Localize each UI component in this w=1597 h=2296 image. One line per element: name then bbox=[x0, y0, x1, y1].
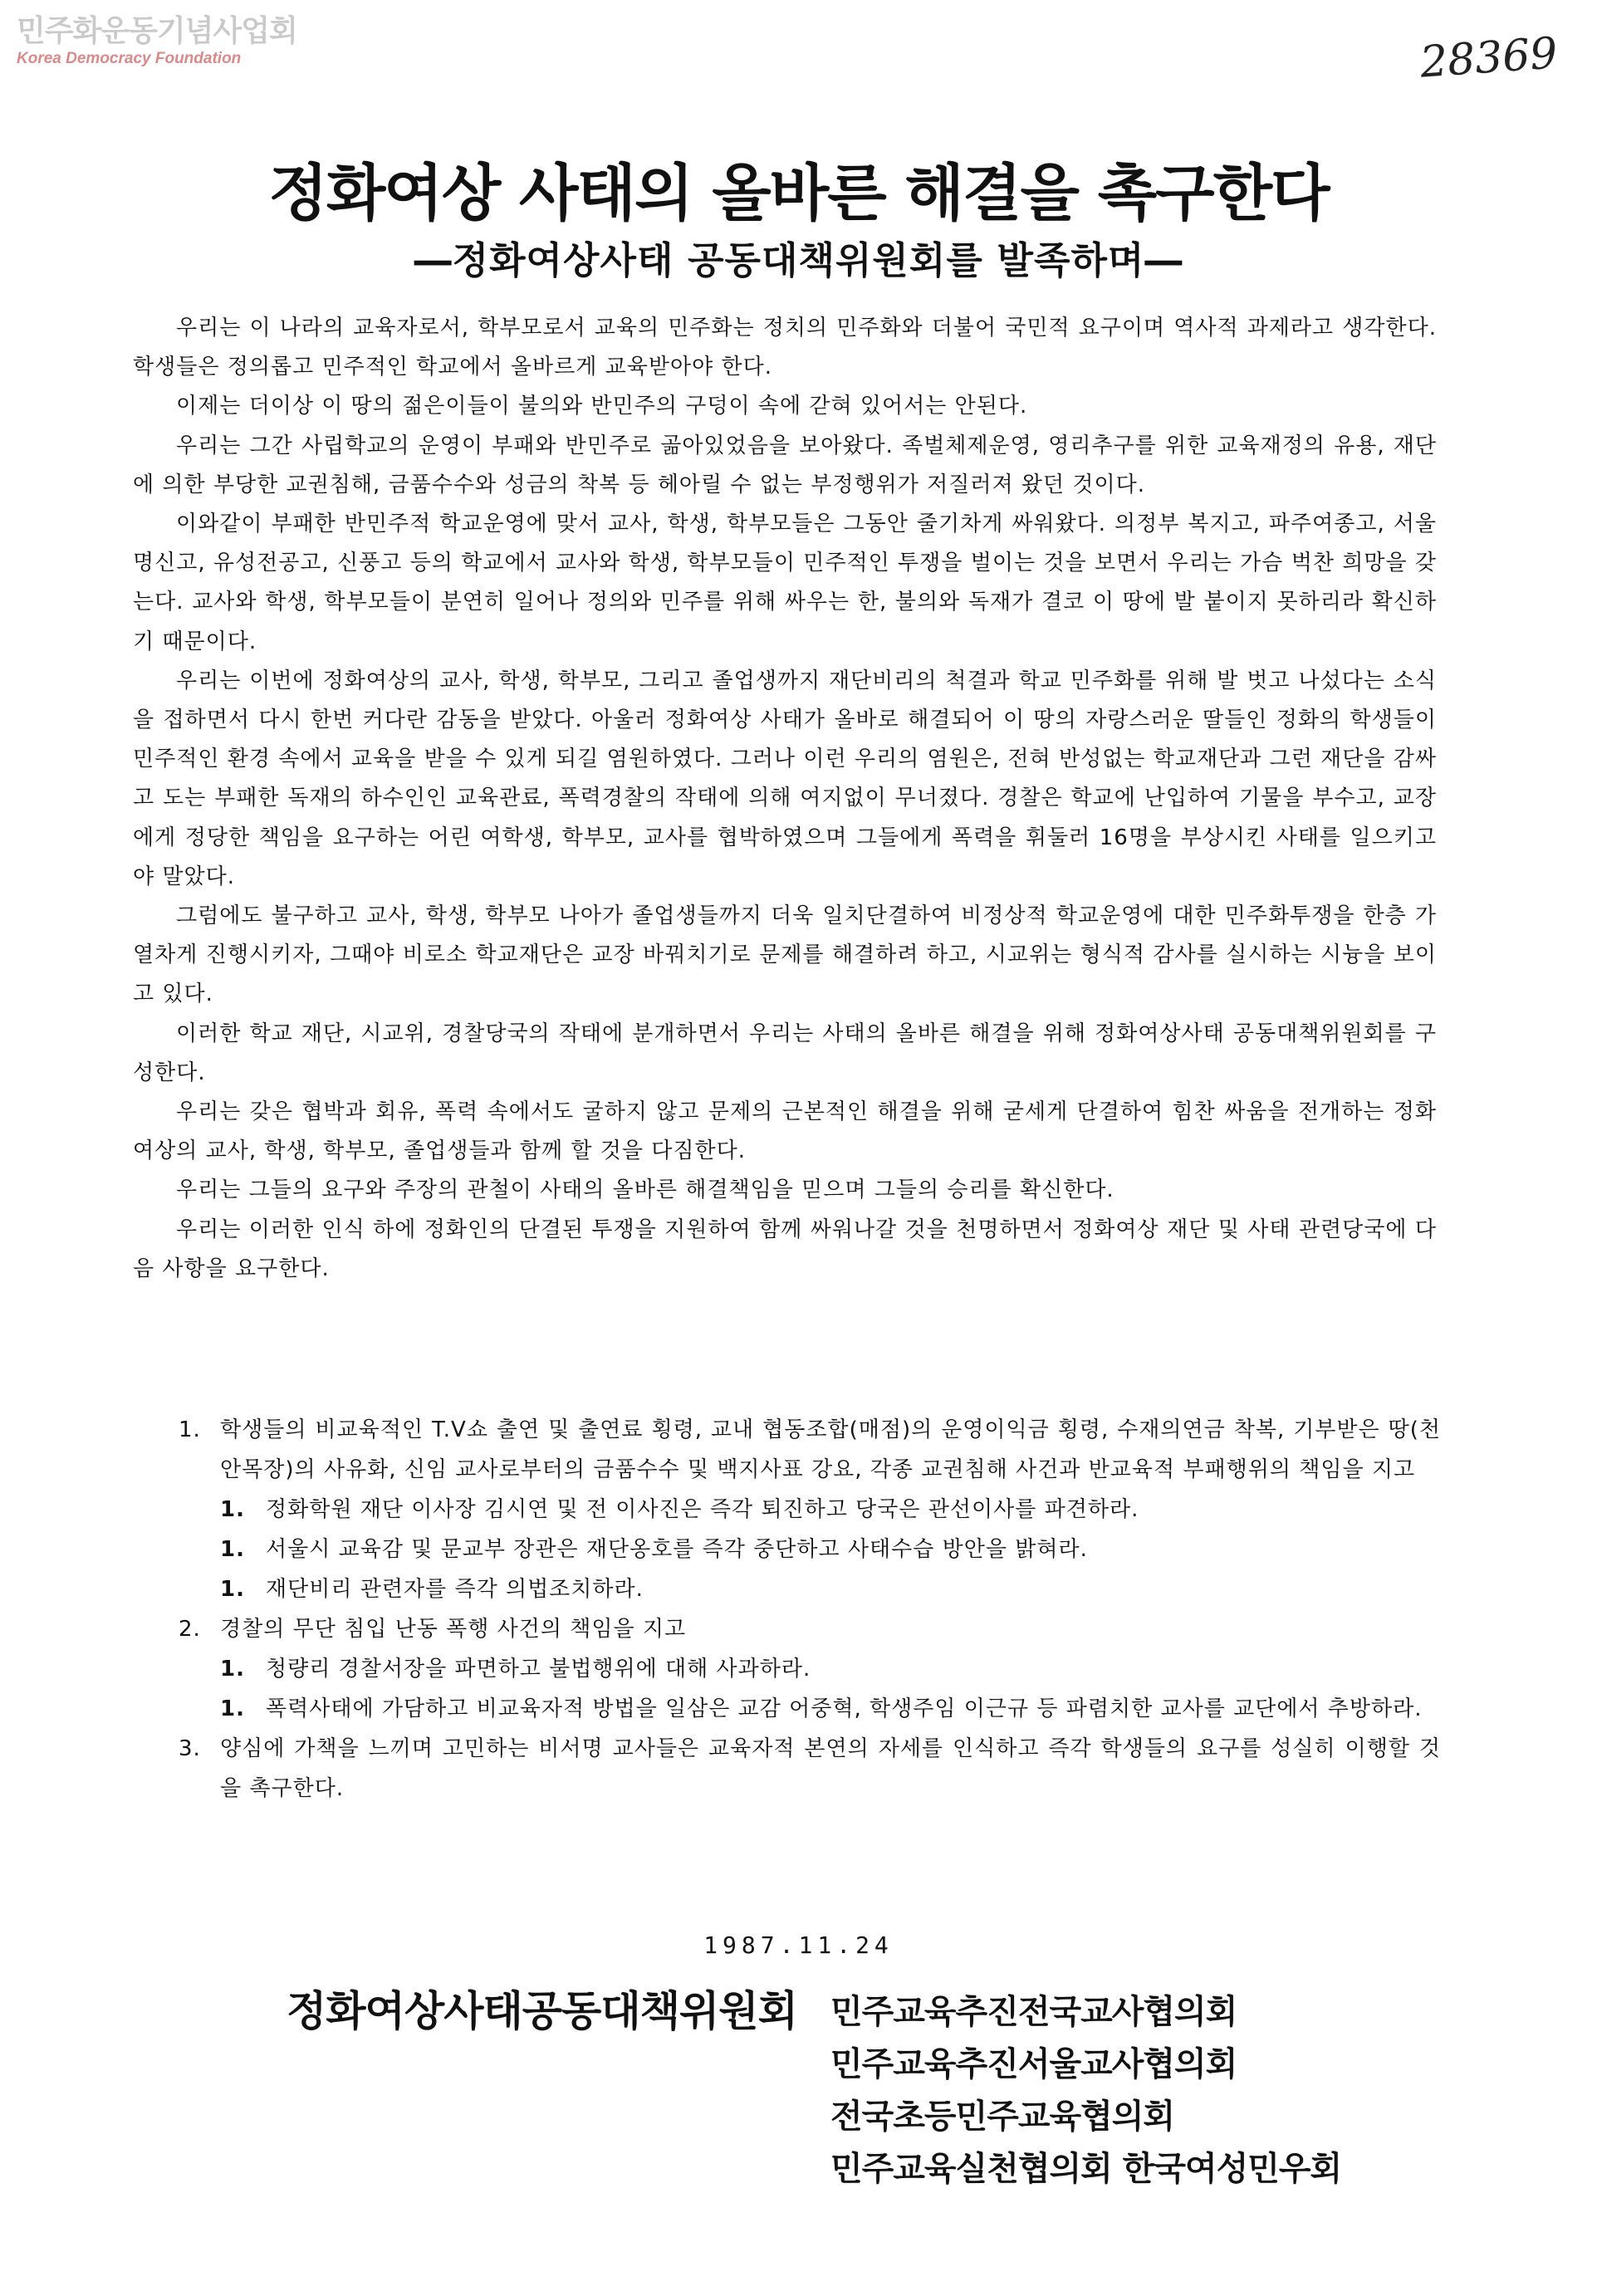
sub-demand-number: 1. bbox=[220, 1696, 245, 1721]
organization-name: 민주교육추진전국교사협의회 bbox=[830, 1993, 1237, 2031]
demands-list bbox=[179, 1410, 1441, 1809]
sub-demand-item bbox=[220, 1490, 1441, 1530]
sub-demand-item bbox=[220, 1530, 1441, 1569]
paragraph: 우리는 그간 사립학교의 운영이 부패와 반민주로 곪아있었음을 보아왔다. 족벌체제운영, 영리추구를 위한 교육재정의 유용, 재단에 의한 부당한 교권침해, 금품수수와 성금의 착복 등 헤아릴 수 없는 부정행위가 저질러져 왔던 것이다. bbox=[133, 433, 1437, 497]
organization-name: 민주교육실천협의회 한국여성민우회 bbox=[830, 2150, 1342, 2188]
sub-demand-number: 1. bbox=[220, 1537, 245, 1562]
handwritten-document-number: 28369 bbox=[1418, 28, 1559, 88]
foundation-watermark bbox=[17, 15, 297, 68]
sub-demand-item bbox=[220, 1569, 1441, 1609]
demand-number: 1. bbox=[179, 1417, 201, 1442]
demand-item bbox=[179, 1410, 1441, 1490]
sub-demand-text: 폭력사태에 가담하고 비교육자적 방법을 일삼은 교감 어중혁, 학생주임 이근규 등 파렴치한 교사를 교단에서 추방하라. bbox=[266, 1696, 1423, 1721]
sub-demand-text: 서울시 교육감 및 문교부 장관은 재단옹호를 즉각 중단하고 사태수습 방안을 밝혀라. bbox=[266, 1537, 1088, 1562]
paragraph: 이러한 학교 재단, 시교위, 경찰당국의 작태에 분개하면서 우리는 사태의 올바른 해결을 위해 정화여상사태 공동대책위원회를 구성한다. bbox=[133, 1021, 1437, 1085]
paragraph: 우리는 이러한 인식 하에 정화인의 단결된 투쟁을 지원하여 함께 싸워나갈 것을 천명하면서 정화여상 재단 및 사태 관련당국에 다음 사항을 요구한다. bbox=[133, 1217, 1437, 1281]
committee-name: 정화여상사태공동대책위원회 bbox=[287, 1987, 797, 2035]
statement-date: 1987.11.24 bbox=[703, 1931, 894, 1959]
sub-demand-item bbox=[220, 1689, 1441, 1729]
sub-demand-text: 청량리 경찰서장을 파면하고 불법행위에 대해 사과하라. bbox=[266, 1657, 811, 1682]
paragraph: 그럼에도 불구하고 교사, 학생, 학부모 나아가 졸업생들까지 더욱 일치단결하여 비정상적 학교운영에 대한 민주화투쟁을 한층 가열차게 진행시키자, 그때야 비로소 학교재단은 교장 바꿔치기로 문제를 해결하려 하고, 시교위는 형식적 감사를 실시하는 시늉을 보이고 있다. bbox=[133, 903, 1437, 1007]
sub-demand-number: 1. bbox=[220, 1657, 245, 1682]
paragraph: 이와같이 부패한 반민주적 학교운영에 맞서 교사, 학생, 학부모들은 그동안 줄기차게 싸워왔다. 의정부 복지고, 파주여종고, 서울 명신고, 유성전공고, 신풍고 등의 학교에서 교사와 학생, 학부모들이 민주적인 투쟁을 벌이는 것을 보면서 우리는 가슴 벅찬 희망을 갖는다. 교사와 학생, 학부모들이 분연히 일어나 정의와 민주를 위해 싸우는 한, 불의와 독재가 결코 이 땅에 발 붙이지 못하리라 확신하기 때문이다. bbox=[133, 512, 1437, 654]
paragraph: 우리는 이 나라의 교육자로서, 학부모로서 교육의 민주화는 정치의 민주화와 더불어 국민적 요구이며 역사적 과제라고 생각한다. 학생들은 정의롭고 민주적인 학교에서 올바르게 교육받아야 한다. bbox=[133, 316, 1437, 380]
sub-demand-number: 1. bbox=[220, 1497, 245, 1522]
watermark-korean: 민주화운동기념사업회 bbox=[17, 14, 297, 48]
demand-text: 양심에 가책을 느끼며 고민하는 비서명 교사들은 교육자적 본연의 자세를 인식하고 즉각 학생들의 요구를 성실히 이행할 것을 촉구한다. bbox=[220, 1736, 1441, 1801]
document-title: 정화여상 사태의 올바른 해결을 촉구한다 bbox=[268, 158, 1329, 229]
watermark-english: Korea Democracy Foundation bbox=[17, 50, 242, 67]
demand-item bbox=[179, 1609, 1441, 1649]
demand-text: 학생들의 비교육적인 T.V쇼 출연 및 출연료 횡령, 교내 협동조합(매점)의 운영이익금 횡령, 수재의연금 착복, 기부받은 땅(천안목장)의 사유화, 신임 교사로부터의 금품수수 및 백지사표 강요, 각종 교권침해 사건과 반교육적 부패행위의 책임을 지고 bbox=[220, 1417, 1441, 1482]
paragraph: 우리는 그들의 요구와 주장의 관철이 사태의 올바른 해결책임을 믿으며 그들의 승리를 확신한다. bbox=[176, 1177, 1114, 1203]
statement-body bbox=[133, 309, 1437, 1289]
sub-demand-number: 1. bbox=[220, 1577, 245, 1602]
paragraph: 이제는 더이상 이 땅의 젊은이들이 불의와 반민주의 구덩이 속에 갇혀 있어서는 안된다. bbox=[176, 394, 1028, 419]
sub-demand-text: 재단비리 관련자를 즉각 의법조치하라. bbox=[266, 1577, 644, 1602]
demand-item bbox=[179, 1729, 1441, 1809]
document-subtitle: ―정화여상사태 공동대책위원회를 발족하며― bbox=[414, 238, 1183, 282]
participating-organizations bbox=[830, 1986, 1341, 2196]
paragraph: 우리는 이번에 정화여상의 교사, 학생, 학부모, 그리고 졸업생까지 재단비리의 척결과 학교 민주화를 위해 발 벗고 나섰다는 소식을 접하면서 다시 한번 커다란 감동을 받았다. 아울러 정화여상 사태가 올바로 해결되어 이 땅의 자랑스러운 딸들인 정화의 학생들이 민주적인 환경 속에서 교육을 받을 수 있게 되길 염원하였다. 그러나 이런 우리의 염원은, 전혀 반성없는 학교재단과 그런 재단을 감싸고 도는 부패한 독재의 하수인인 교육관료, 폭력경찰의 작태에 의해 여지없이 무너졌다. 경찰은 학교에 난입하여 기물을 부수고, 교장에게 정당한 책임을 요구하는 어린 여학생, 학부모, 교사를 협박하였으며 그들에게 폭력을 휘둘러 16명을 부상시킨 사태를 일으키고야 말았다. bbox=[133, 668, 1437, 889]
demand-number: 2. bbox=[179, 1617, 201, 1642]
demand-text: 경찰의 무단 침입 난동 폭행 사건의 책임을 지고 bbox=[220, 1617, 687, 1642]
sub-demand-item bbox=[220, 1649, 1441, 1689]
demand-number: 3. bbox=[179, 1736, 201, 1761]
organization-name: 민주교육추진서울교사협의회 bbox=[830, 2045, 1237, 2083]
paragraph: 우리는 갖은 협박과 회유, 폭력 속에서도 굴하지 않고 문제의 근본적인 해결을 위해 굳세게 단결하여 힘찬 싸움을 전개하는 정화여상의 교사, 학생, 학부모, 졸업생들과 함께 할 것을 다짐한다. bbox=[133, 1099, 1437, 1164]
sub-demand-text: 정화학원 재단 이사장 김시연 및 전 이사진은 즉각 퇴진하고 당국은 관선이사를 파견하라. bbox=[266, 1497, 1139, 1522]
organization-name: 전국초등민주교육협의회 bbox=[830, 2098, 1175, 2136]
